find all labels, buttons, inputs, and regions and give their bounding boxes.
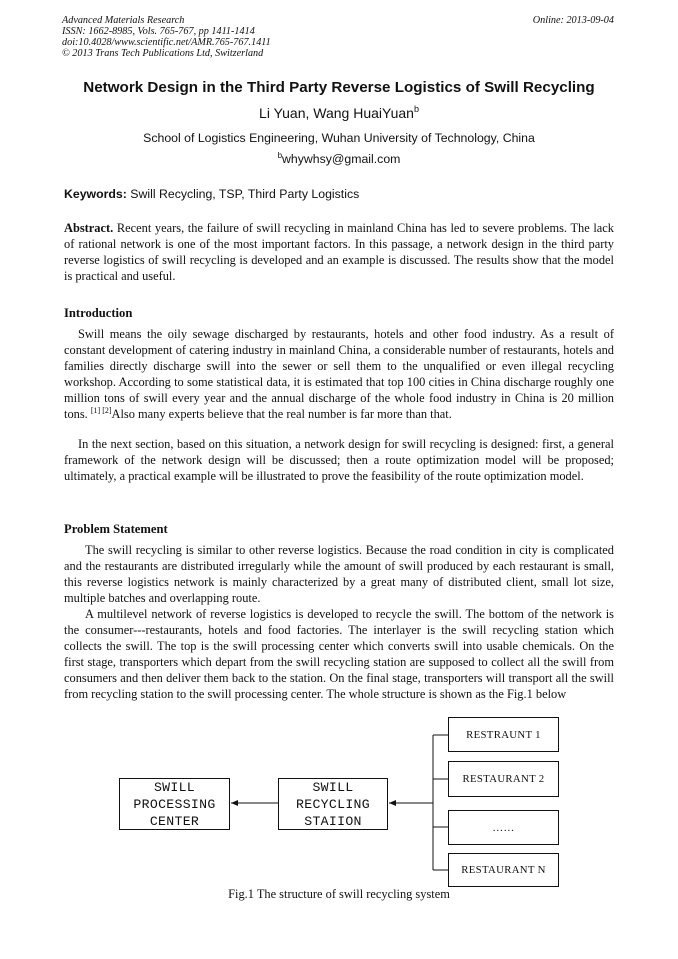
box-recycling-station: SWILL RECYCLING STAIION [278,778,388,830]
citation-ref: [1] [2] [90,405,112,415]
copyright: © 2013 Trans Tech Publications Ltd, Switzerland [62,48,264,59]
box-restaurant-1: RESTRAUNT 1 [448,717,559,752]
keywords-label: Keywords: [64,187,127,201]
box-ellipsis: …… [448,810,559,845]
paper-title: Network Design in the Third Party Reverse Logistics of Swill Recycling [83,79,595,96]
online-date: Online: 2013-09-04 [532,15,614,26]
section-heading-problem: Problem Statement [64,522,168,536]
email-superscript: b [277,151,283,160]
intro-p1-end: Also many experts believe that the real number is far more than that. [111,406,452,421]
intro-paragraph-2: In the next section, based on this situation, a network design for swill recycling is designed: first, a general framework of the network design will be discussed; then a route optimization model will be proposed; ultimately, a practical example will be illustrated to prove the feasibility of the route optimization model. [64,437,614,483]
author-names: Li Yuan, Wang HuaiYuan [259,105,414,121]
keywords-text: Swill Recycling, TSP, Third Party Logistics [130,187,360,201]
abstract-label: Abstract. [64,221,114,235]
email: whywhsy@gmail.com [282,152,401,166]
figure-caption: Fig.1 The structure of swill recycling system [228,887,450,901]
problem-paragraph-2: A multilevel network of reverse logistics is developed to recycle the swill. The bottom of the network is the consumer---restaurants, hotels and food factories. The interlayer is the swill recycling station which collects the swill. The top is the swill processing center which converts swill into usable chemicals. On the first stage, transporters which depart from the swill recycling station are supposed to collect all the swill from consumers and then deliver them back to the station. On the final stage, transporters will transport all the swill from recycling station to the swill processing center. The whole structure is shown as the Fig.1 below [64,607,614,701]
abstract-text: Recent years, the failure of swill recycling in mainland China has led to severe problems. The lack of rational network is one of the most important factors. In this passage, a network design in the third party reverse logistics of swill recycling is developed and an example is discussed. The results show that the model is practical and useful. [64,221,614,283]
box-processing-center: SWILL PROCESSING CENTER [119,778,230,830]
doi: doi:10.4028/www.scientific.net/AMR.765-767.1411 [62,37,271,48]
box-restaurant-n: RESTAURANT N [448,853,559,887]
journal-name: Advanced Materials Research [62,15,185,26]
box-restaurant-2: RESTAURANT 2 [448,761,559,797]
section-heading-introduction: Introduction [64,306,133,320]
intro-p1-text: Swill means the oily sewage discharged by restaurants, hotels and other food industry. As a result of constant development of catering industry in mainland China, a considerable number of restaurants, hotels and families directly discharge swill into the sewer or sell them to the unqualified or even illegal recycling workshop. According to some statistical data, it is estimated that top 100 cities in China discharge roughly one million tons of swill every year and the annual discharge of the whole food industry in China is 20 million tons. [64,327,614,421]
author-superscript: b [413,104,419,114]
problem-paragraph-1: The swill recycling is similar to other reverse logistics. Because the road condition in city is complicated and the restaurants are distributed irregularly while the amount of swill produced by each restaurant is small, this reverse logistics network is mainly characterized by a great many of distributed client, small lot size, multiple batches and overlapping route. [64,543,614,605]
issn: ISSN: 1662-8985, Vols. 765-767, pp 1411-1414 [62,26,255,37]
affiliation: School of Logistics Engineering, Wuhan University of Technology, China [143,131,535,145]
